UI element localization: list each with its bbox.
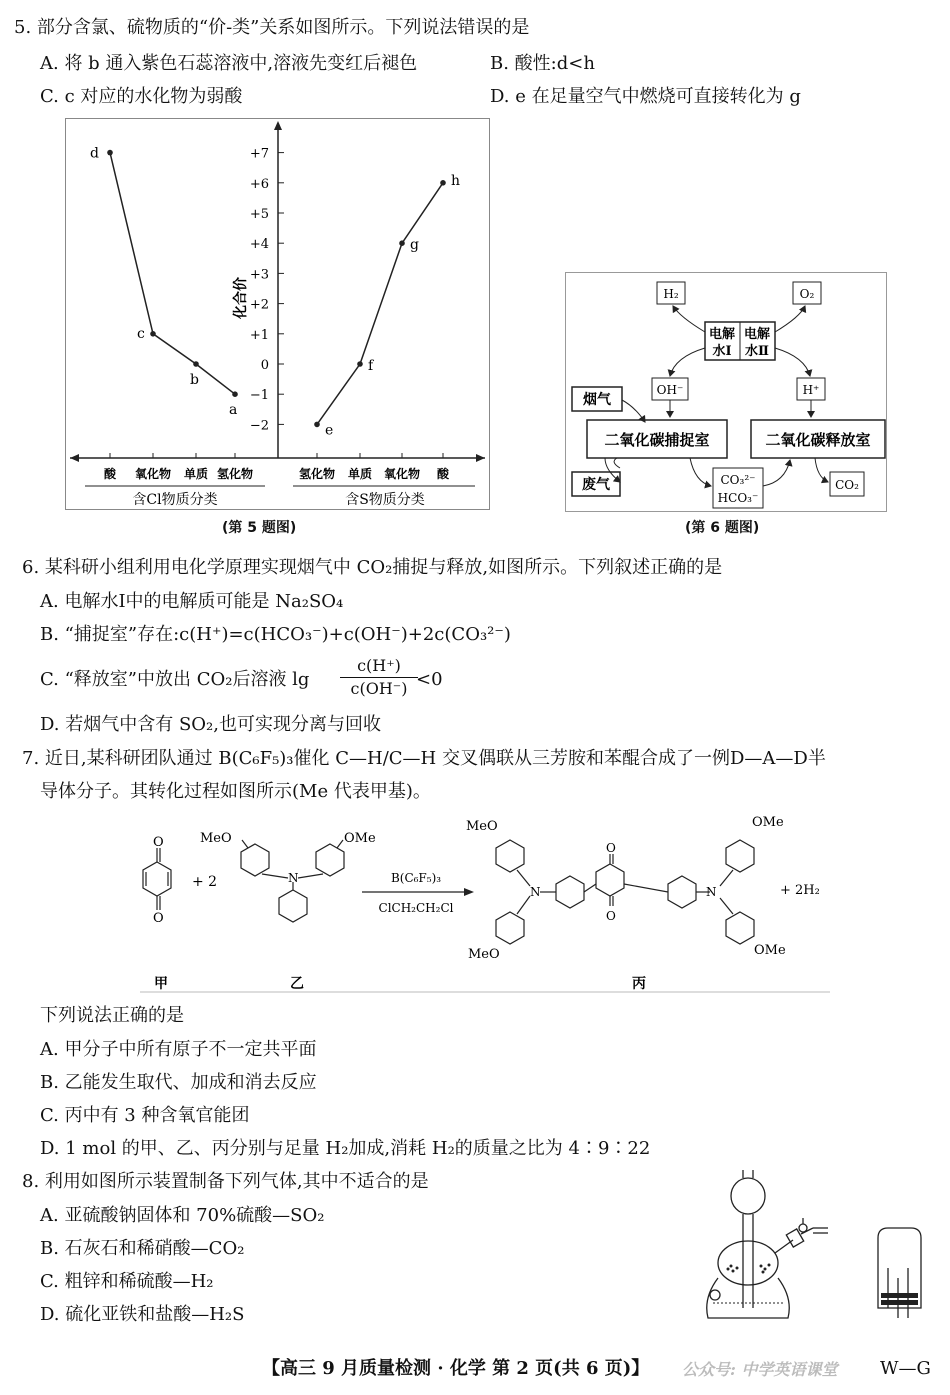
svg-text:OMe: OMe xyxy=(752,815,784,830)
point-e xyxy=(314,422,320,428)
svg-text:O: O xyxy=(606,841,616,855)
q7-option-c: C. 丙中有 3 种含氧官能团 xyxy=(40,1105,250,1126)
fig5-chart xyxy=(65,118,490,510)
svg-text:废气: 废气 xyxy=(582,477,610,493)
fraction-denominator: c(OH⁻) xyxy=(350,679,408,698)
y-tick-label: +2 xyxy=(249,297,269,313)
svg-text:H₂: H₂ xyxy=(663,287,679,301)
fig6-caption: (第 6 题图) xyxy=(685,520,760,536)
svg-text:CO₃²⁻: CO₃²⁻ xyxy=(720,473,756,487)
point-b xyxy=(193,361,199,367)
x-category-label: 单质 xyxy=(183,467,209,481)
point-label-a: a xyxy=(229,402,238,419)
q6-option-c-prefix: C. “释放室”中放出 CO₂后溶液 lg xyxy=(40,669,310,690)
y-tick-label: 0 xyxy=(260,358,269,373)
point-h xyxy=(440,180,446,186)
footer-code: W—G xyxy=(880,1358,931,1379)
benzoquinone xyxy=(143,848,171,910)
y-tick-label: +3 xyxy=(249,267,269,283)
fig5-caption: (第 5 题图) xyxy=(222,520,297,536)
point-label-h: h xyxy=(451,172,461,189)
svg-text:丙: 丙 xyxy=(632,976,646,992)
s-group-label: 含S物质分类 xyxy=(345,492,425,508)
fraction-numerator: c(H⁺) xyxy=(340,655,418,678)
q5-option-c: C. c 对应的水化物为弱酸 xyxy=(40,86,243,107)
x-category-label: 酸 xyxy=(436,467,450,481)
q7-stem-line1: 7. 近日,某科研团队通过 B(C₆F₅)₃催化 C—H/C—H 交叉偶联从三芳胺和苯醌合成了一例D—A—D半 xyxy=(22,748,826,769)
point-a xyxy=(232,391,238,397)
svg-text:N: N xyxy=(530,885,541,899)
y-tick-label: −1 xyxy=(249,388,269,404)
x-category-label: 酸 xyxy=(103,467,117,481)
svg-text:甲: 甲 xyxy=(154,976,168,992)
svg-text:烟气: 烟气 xyxy=(583,392,611,408)
x-category-label: 氢化物 xyxy=(298,467,336,481)
point-label-g: g xyxy=(410,237,419,254)
q8-option-c: C. 粗锌和稀硫酸—H₂ xyxy=(40,1271,214,1292)
q6-option-c-suffix: <0 xyxy=(416,669,443,690)
q7-option-d: D. 1 mol 的甲、乙、丙分别与足量 H₂加成,消耗 H₂的质量之比为 4∶9∶22 xyxy=(40,1138,651,1159)
fig8-apparatus xyxy=(693,1168,933,1328)
footer-title: 【高三 9 月质量检测 · 化学 第 2 页(共 6 页)】 xyxy=(262,1358,650,1379)
q5-stem: 5. 部分含氯、硫物质的“价-类”关系如图所示。下列说法错误的是 xyxy=(14,17,530,38)
svg-text:二氧化碳捕捉室: 二氧化碳捕捉室 xyxy=(604,431,710,449)
svg-text:ClCH₂CH₂Cl: ClCH₂CH₂Cl xyxy=(378,901,454,915)
svg-text:OMe: OMe xyxy=(754,943,786,958)
svg-text:OH⁻: OH⁻ xyxy=(656,383,684,397)
svg-text:乙: 乙 xyxy=(290,976,304,992)
point-label-f: f xyxy=(368,358,374,374)
svg-text:H⁺: H⁺ xyxy=(802,383,820,397)
q6-option-c-fraction xyxy=(340,655,418,700)
x-category-label: 氧化物 xyxy=(134,467,172,481)
q8-option-a: A. 亚硫酸钠固体和 70%硫酸—SO₂ xyxy=(40,1205,325,1226)
svg-text:CO₂: CO₂ xyxy=(835,478,859,492)
svg-text:B(C₆F₅)₃: B(C₆F₅)₃ xyxy=(390,871,442,885)
point-c xyxy=(150,331,156,337)
q5-option-d: D. e 在足量空气中燃烧可直接转化为 g xyxy=(490,86,801,107)
svg-text:O: O xyxy=(153,911,164,926)
point-label-c: c xyxy=(137,325,145,342)
svg-text:电解: 电解 xyxy=(743,327,771,342)
svg-text:O: O xyxy=(606,909,616,923)
y-tick-label: +7 xyxy=(249,146,269,162)
q6-option-b: B. “捕捉室”存在:c(H⁺)=c(HCO₃⁻)+c(OH⁻)+2c(CO₃²⁻) xyxy=(40,624,511,645)
svg-text:MeO: MeO xyxy=(468,947,500,962)
svg-text:N: N xyxy=(706,885,717,899)
point-g xyxy=(399,240,405,246)
q8-stem: 8. 利用如图所示装置制备下列气体,其中不适合的是 xyxy=(22,1171,429,1192)
y-tick-label: +5 xyxy=(249,207,269,222)
fig7-reaction xyxy=(140,812,830,994)
cl-group-label: 含Cl物质分类 xyxy=(132,492,218,508)
q7-option-b: B. 乙能发生取代、加成和消去反应 xyxy=(40,1072,317,1093)
point-d xyxy=(107,150,113,156)
y-tick-label: +1 xyxy=(249,327,269,343)
q5-option-b: B. 酸性:d<h xyxy=(490,53,595,74)
q7-option-a: A. 甲分子中所有原子不一定共平面 xyxy=(40,1039,317,1060)
point-label-d: d xyxy=(90,145,99,162)
svg-text:HCO₃⁻: HCO₃⁻ xyxy=(717,491,759,505)
q6-option-d: D. 若烟气中含有 SO₂,也可实现分离与回收 xyxy=(40,714,381,735)
point-f xyxy=(357,361,363,367)
svg-text:MeO: MeO xyxy=(200,831,232,846)
svg-text:电解: 电解 xyxy=(708,327,736,342)
svg-text:+ 2H₂: + 2H₂ xyxy=(780,883,820,898)
svg-text:MeO: MeO xyxy=(466,819,498,834)
point-label-e: e xyxy=(325,422,334,439)
q8-option-b: B. 石灰石和稀硝酸—CO₂ xyxy=(40,1238,245,1259)
svg-text:+ 2: + 2 xyxy=(192,874,218,890)
fig6-diagram xyxy=(565,272,887,512)
q6-stem: 6. 某科研小组利用电化学原理实现烟气中 CO₂捕捉与释放,如图所示。下列叙述正确的是 xyxy=(22,557,723,578)
svg-text:O₂: O₂ xyxy=(799,287,815,301)
x-category-label: 氢化物 xyxy=(216,467,254,481)
svg-text:N: N xyxy=(288,871,299,885)
svg-text:OMe: OMe xyxy=(344,831,376,846)
footer-watermark: 公众号: 中学英语课堂 xyxy=(682,1360,838,1379)
svg-text:水Ⅱ: 水Ⅱ xyxy=(745,344,769,359)
q6-option-a: A. 电解水Ⅰ中的电解质可能是 Na₂SO₄ xyxy=(40,591,344,612)
svg-text:水Ⅰ: 水Ⅰ xyxy=(712,344,732,359)
q7-stem-line2: 导体分子。其转化过程如图所示(Me 代表甲基)。 xyxy=(40,781,431,802)
q8-option-d: D. 硫化亚铁和盐酸—H₂S xyxy=(40,1304,245,1325)
svg-text:O: O xyxy=(153,835,164,850)
q7-prompt: 下列说法正确的是 xyxy=(40,1005,184,1026)
point-label-b: b xyxy=(190,372,199,388)
y-axis-label: 化合价 xyxy=(233,277,249,319)
series-line xyxy=(317,183,443,425)
y-tick-label: −2 xyxy=(249,418,269,434)
q5-option-a: A. 将 b 通入紫色石蕊溶液中,溶液先变红后褪色 xyxy=(40,53,418,74)
y-tick-label: +6 xyxy=(249,176,269,192)
svg-text:二氧化碳释放室: 二氧化碳释放室 xyxy=(765,431,871,449)
y-tick-label: +4 xyxy=(249,237,269,253)
x-category-label: 单质 xyxy=(347,467,373,481)
x-category-label: 氧化物 xyxy=(383,467,421,481)
series-line xyxy=(110,153,235,395)
